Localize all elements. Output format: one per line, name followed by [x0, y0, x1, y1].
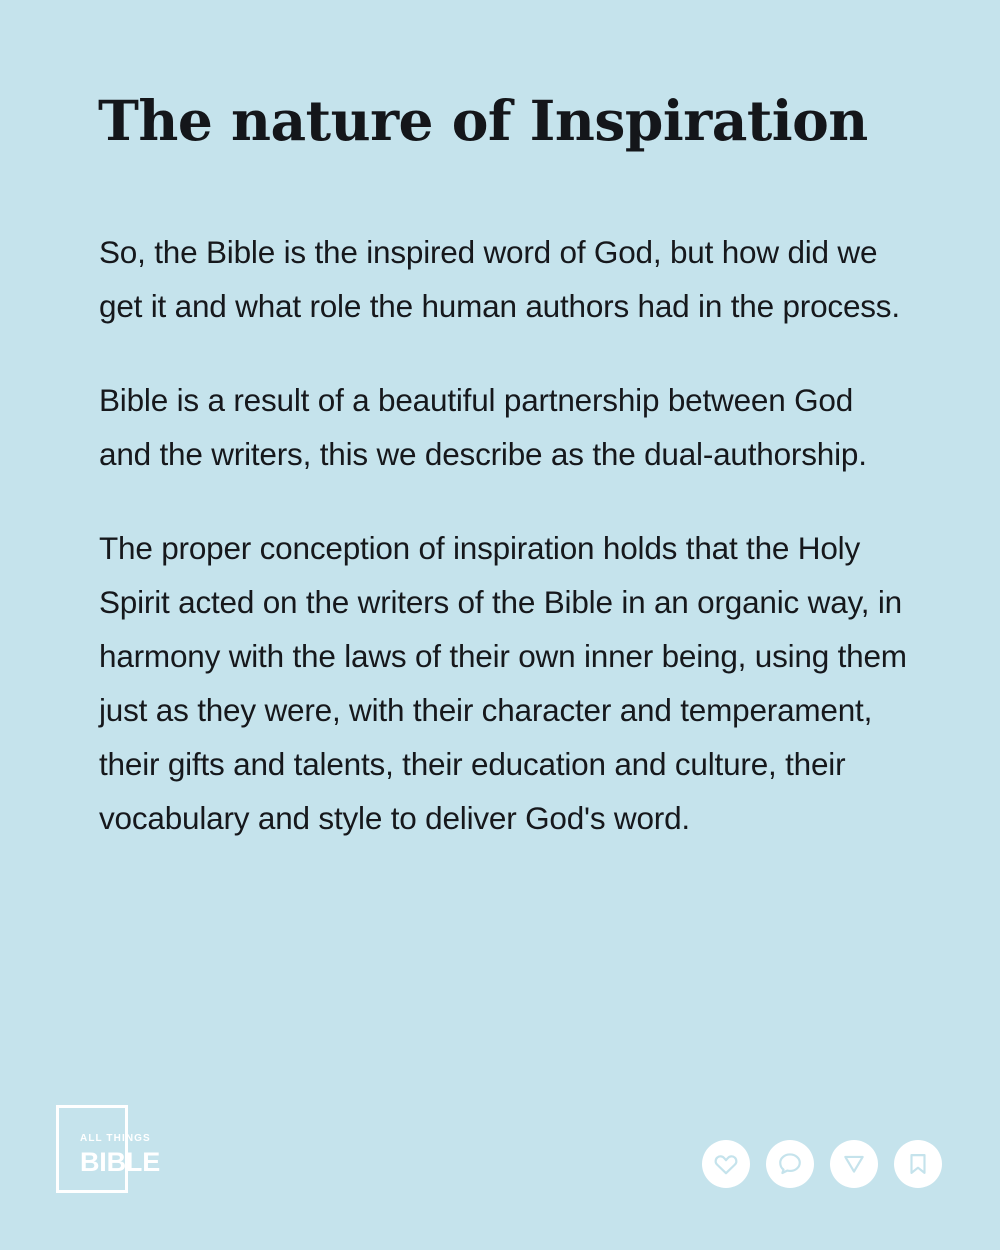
paragraph-1: So, the Bible is the inspired word of God, but how did we get it and what role the human authors had in the process.: [99, 234, 900, 324]
send-icon[interactable]: [830, 1140, 878, 1188]
logo-line-2: BIBLE: [80, 1147, 161, 1177]
logo-line-1: ALL THINGS: [80, 1133, 151, 1144]
paragraph-3: The proper conception of inspiration holds that the Holy Spirit acted on the writers of the Bible in an organic way, in harmony with the laws of their own inner being, using them just as they were, with their character and temperament, their gifts and talents, their education and culture, their vocabulary and style to deliver God's word.: [99, 530, 907, 836]
page-title: The nature of Inspiration: [98, 88, 868, 153]
brand-logo: [56, 1105, 164, 1197]
body-copy: [99, 225, 911, 845]
bookmark-icon[interactable]: [894, 1140, 942, 1188]
logo-text: [80, 1134, 160, 1176]
paragraph-2: Bible is a result of a beautiful partnership between God and the writers, this we describe as the dual-authorship.: [99, 382, 867, 472]
comment-icon[interactable]: [766, 1140, 814, 1188]
social-action-bar: [702, 1140, 942, 1188]
heart-icon[interactable]: [702, 1140, 750, 1188]
